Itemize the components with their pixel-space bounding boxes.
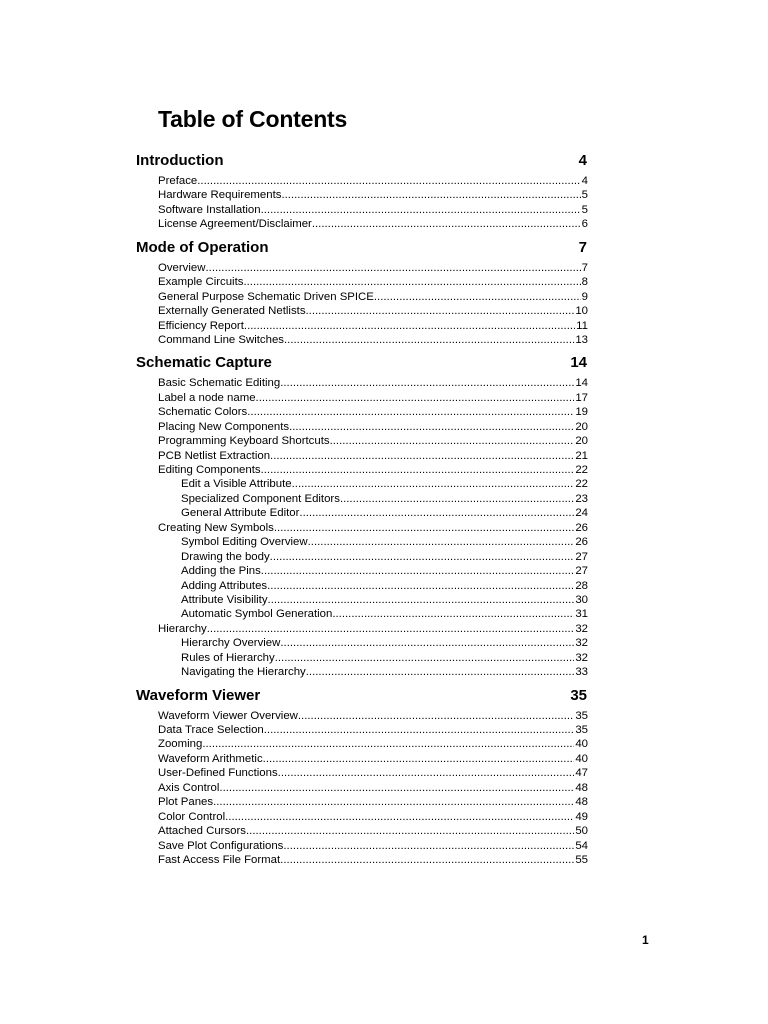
toc-entry[interactable] [136,188,588,202]
dot-leader [205,261,580,275]
entry-page-number: 35 [575,724,588,736]
toc-entry[interactable] [136,607,588,621]
entry-title: Externally Generated Netlists [158,305,306,318]
entry-page-number: 55 [575,853,588,866]
dot-leader [312,217,581,231]
entry-title: Attribute Visibility [181,593,268,606]
toc-entry[interactable] [136,420,588,434]
entry-page-number: 9 [581,290,588,303]
dot-leader [263,752,575,766]
entry-list [136,261,588,348]
section-heading[interactable] [136,353,588,373]
entry-title: Software Installation [158,203,261,216]
entry-page-number: 48 [575,781,588,794]
toc-section [136,686,588,868]
toc-entry[interactable] [136,709,588,723]
dot-leader [213,795,574,809]
entry-title: Specialized Component Editors [181,492,340,505]
entry-page-number: 50 [575,825,588,838]
entry-title: Data Trace Selection [158,724,264,736]
entry-page-number: 49 [575,810,588,823]
toc-entry[interactable] [136,434,588,448]
entry-title: General Purpose Schematic Driven SPICE [158,290,374,303]
dot-leader [281,188,580,202]
toc-entry[interactable] [136,463,588,477]
entry-page-number: 32 [575,651,588,664]
section-title: Introduction [136,152,224,169]
section-page-number: 7 [578,238,587,256]
entry-title: Hierarchy [158,622,207,635]
dot-leader [308,535,575,549]
entry-title: Waveform Arithmetic [158,752,263,765]
dot-leader [256,391,575,405]
entry-page-number: 32 [575,637,588,650]
entry-title: Placing New Components [158,420,290,433]
section-heading[interactable] [136,151,588,171]
entry-page-number: 17 [575,391,588,404]
toc-entry[interactable] [136,376,588,390]
dot-leader [225,810,574,824]
dot-leader [270,449,574,463]
section-heading[interactable] [136,238,588,258]
entry-page-number: 10 [575,305,588,318]
entry-page-number: 6 [581,218,588,231]
section-title: Mode of Operation [136,238,269,256]
entry-title: Rules of Hierarchy [181,651,275,664]
entry-page-number: 21 [575,449,588,462]
toc-entry[interactable] [136,766,588,780]
entry-page-number: 31 [575,608,588,621]
entry-page-number: 8 [581,276,588,289]
dot-leader [267,579,574,593]
dot-leader [197,174,580,188]
toc-section [136,353,588,679]
entry-page-number: 19 [575,406,588,419]
toc-entry[interactable] [136,651,588,665]
toc-entry[interactable] [136,506,588,520]
entry-page-number: 35 [575,709,588,722]
entry-page-number: 24 [575,507,588,520]
section-title: Schematic Capture [136,354,272,372]
dot-leader [283,839,574,853]
dot-leader [298,709,574,723]
dot-leader [299,506,574,520]
entry-page-number: 22 [575,478,588,491]
entry-page-number: 7 [581,261,588,274]
dot-leader [275,651,575,665]
entry-page-number: 20 [575,435,588,448]
dot-leader [330,434,575,448]
toc-section [136,151,588,232]
entry-page-number: 32 [575,622,588,635]
section-page-number: 4 [578,152,587,169]
toc-entry[interactable] [136,781,588,795]
page-number: 1 [642,933,649,947]
entry-page-number: 13 [575,333,588,346]
entry-page-number: 30 [575,593,588,606]
toc-entry[interactable] [136,579,588,593]
entry-title: Adding the Pins [181,565,261,578]
entry-list [136,174,588,232]
toc-entry[interactable] [136,810,588,824]
entry-title: Save Plot Configurations [158,839,284,852]
entry-title: Preface [158,175,198,187]
entry-title: Plot Panes [158,796,214,809]
entry-title: General Attribute Editor [181,507,300,520]
entry-title: Symbol Editing Overview [181,536,308,549]
dot-leader [261,203,581,217]
toc-entry[interactable] [136,622,588,636]
entry-page-number: 22 [575,464,588,476]
entry-page-number: 40 [575,738,588,751]
entry-page-number: 48 [575,796,588,809]
dot-leader [306,304,575,318]
entry-title: Color Control [158,810,226,823]
entry-title: Programming Keyboard Shortcuts [158,435,330,448]
toc-entry[interactable] [136,636,588,650]
dot-leader [278,766,575,780]
toc-entry[interactable] [136,839,588,853]
section-title: Waveform Viewer [136,686,261,704]
toc-entry[interactable] [136,319,588,333]
entry-title: Attached Cursors [158,825,246,838]
entry-title: Schematic Colors [158,406,248,419]
entry-page-number: 14 [575,377,588,390]
dot-leader [306,665,575,679]
toc-entry[interactable] [136,824,588,838]
entry-page-number: 20 [575,420,588,433]
entry-page-number: 23 [575,492,588,505]
toc-entry[interactable] [136,795,588,809]
toc-section [136,238,588,348]
toc-entry[interactable] [136,492,588,506]
toc-entry[interactable] [136,665,588,679]
entry-title: Automatic Symbol Generation [181,608,333,621]
toc-entry[interactable] [136,593,588,607]
entry-title: Editing Components [158,464,261,476]
entry-title: Label a node name [158,391,256,404]
dot-leader [270,550,575,564]
section-page-number: 35 [570,686,587,704]
dot-leader [261,463,575,477]
toc-entry[interactable] [136,391,588,405]
toc-entry[interactable] [136,521,588,535]
dot-leader [280,636,574,650]
toc-entry[interactable] [136,275,588,289]
toc-entry[interactable] [136,737,588,751]
dot-leader [332,607,574,621]
dot-leader [244,319,575,333]
entry-title: Hierarchy Overview [181,637,281,650]
entry-list [136,709,588,868]
entry-title: Basic Schematic Editing [158,377,281,390]
entry-title: Edit a Visible Attribute [181,478,292,491]
entry-page-number: 11 [576,319,588,332]
dot-leader [246,824,574,838]
dot-leader [280,376,574,390]
toc-entry[interactable] [136,174,588,188]
dot-leader [289,420,574,434]
entry-page-number: 27 [575,550,588,563]
entry-title: Drawing the body [181,550,270,563]
entry-page-number: 40 [575,752,588,765]
dot-leader [284,333,574,347]
page-title: Table of Contents [158,106,348,132]
entry-title: Hardware Requirements [158,189,282,202]
entry-page-number: 26 [575,536,588,549]
toc-entry[interactable] [136,723,588,737]
entry-title: Creating New Symbols [158,521,274,534]
dot-leader [374,290,581,304]
toc-entry[interactable] [136,405,588,419]
entry-title: License Agreement/Disclaimer [158,218,312,231]
dot-leader [202,737,574,751]
dot-leader [274,521,574,535]
dot-leader [243,275,580,289]
section-page-number: 14 [570,354,587,372]
entry-title: Example Circuits [158,276,244,289]
toc-entry[interactable] [136,752,588,766]
toc-entry[interactable] [136,304,588,318]
dot-leader [261,564,575,578]
entry-page-number: 4 [581,175,588,187]
toc-entry[interactable] [136,550,588,564]
toc-entry[interactable] [136,449,588,463]
entry-title: PCB Netlist Extraction [158,449,271,462]
toc-entry[interactable] [136,477,588,491]
entry-page-number: 47 [575,767,588,780]
entry-title: Fast Access File Format [158,853,281,866]
dot-leader [280,853,574,867]
toc-entry[interactable] [136,217,588,231]
entry-title: Waveform Viewer Overview [158,709,298,722]
section-heading[interactable] [136,686,588,706]
dot-leader [207,622,575,636]
toc-entry[interactable] [136,535,588,549]
toc-entry[interactable] [136,853,588,867]
entry-title: Zooming [158,738,203,751]
entry-page-number: 33 [575,666,588,679]
entry-page-number: 5 [581,189,588,202]
entry-page-number: 26 [575,521,588,534]
entry-page-number: 54 [575,839,588,852]
entry-title: Navigating the Hierarchy [181,666,306,679]
entry-title: User-Defined Functions [158,767,278,780]
dot-leader [247,405,574,419]
entry-title: Adding Attributes [181,579,268,592]
toc-entry[interactable] [136,290,588,304]
entry-title: Overview [158,261,206,274]
toc-entry[interactable] [136,564,588,578]
entry-page-number: 28 [575,579,588,592]
dot-leader [292,477,575,491]
dot-leader [219,781,574,795]
entry-list [136,376,588,679]
dot-leader [340,492,574,506]
entry-title: Command Line Switches [158,333,284,346]
toc-entry[interactable] [136,333,588,347]
dot-leader [264,723,575,737]
entry-title: Axis Control [158,781,220,794]
entry-page-number: 5 [581,203,588,216]
entry-page-number: 27 [575,565,588,578]
entry-title: Efficiency Report [158,319,244,332]
toc-entry[interactable] [136,203,588,217]
table-of-contents [136,151,588,873]
dot-leader [268,593,575,607]
toc-entry[interactable] [136,261,588,275]
